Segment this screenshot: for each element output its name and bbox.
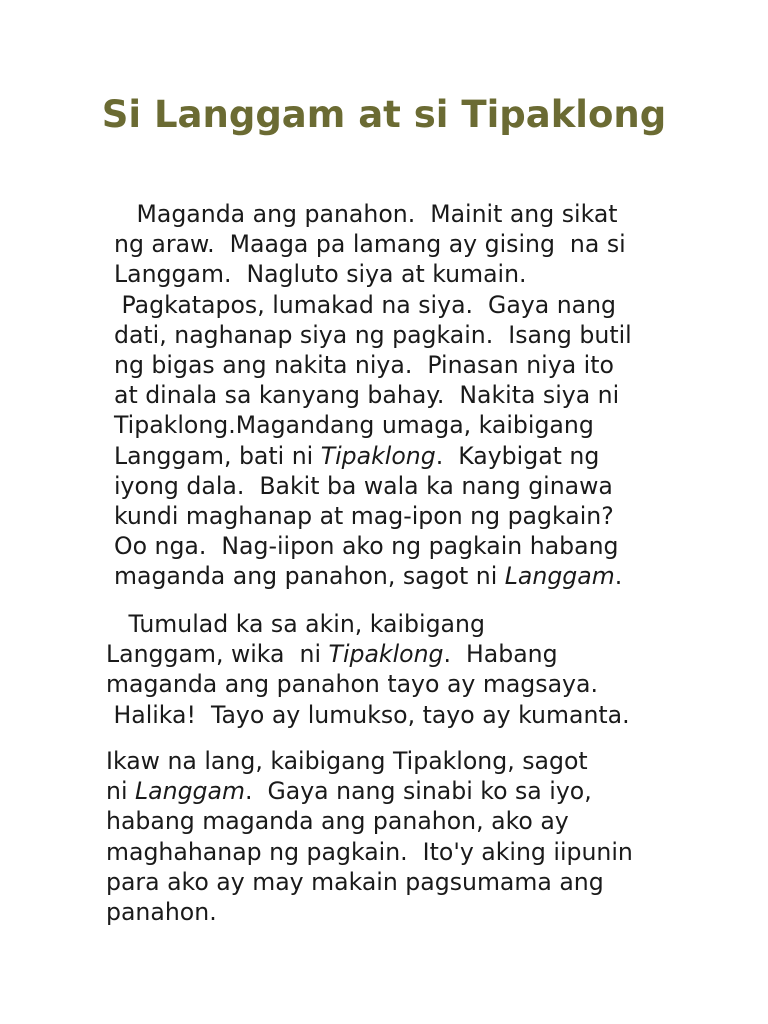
text-line: at dinala sa kanyang bahay. Nakita siya ni <box>114 381 620 410</box>
text-line: Langgam. Nagluto siya at kumain. <box>114 260 527 289</box>
page-title: Si Langgam at si Tipaklong <box>101 93 667 136</box>
paragraph-1 <box>114 199 632 591</box>
italic-name: Tipaklong <box>320 441 436 470</box>
paragraph-3 <box>106 746 633 927</box>
text-line: maghahanap ng pagkain. Ito'y aking iipunin <box>106 837 633 866</box>
text-line: Maganda ang panahon. Mainit ang sikat <box>114 200 618 228</box>
text-line: Halika! Tayo ay lumukso, tayo ay kumanta. <box>106 700 630 729</box>
text-line: dati, naghanap siya ng pagkain. Isang butil <box>114 320 632 349</box>
text-line: maganda ang panahon, sagot ni Langgam. <box>114 562 623 591</box>
paragraph-2 <box>106 609 630 730</box>
text-line: para ako ay may makain pagsumama ang <box>106 867 604 896</box>
text-line: ng araw. Maaga pa lamang ay gising na si <box>114 230 626 259</box>
italic-name: Langgam <box>504 562 615 591</box>
text-line: Pagkatapos, lumakad na siya. Gaya nang <box>114 290 617 319</box>
text-line: Langgam, bati ni Tipaklong. Kaybigat ng <box>114 441 600 470</box>
text-line: panahon. <box>106 897 217 926</box>
text-line: Ikaw na lang, kaibigang Tipaklong, sagot <box>106 747 588 775</box>
text-line: iyong dala. Bakit ba wala ka nang ginawa <box>114 471 613 500</box>
text-line: Tipaklong.Magandang umaga, kaibigang <box>114 411 594 440</box>
text-line: ni Langgam. Gaya nang sinabi ko sa iyo, <box>106 777 592 806</box>
italic-name: Langgam <box>135 777 245 806</box>
text-line: maganda ang panahon tayo ay magsaya. <box>106 670 598 699</box>
text-line: Tumulad ka sa akin, kaibigang <box>106 610 485 638</box>
italic-name: Tipaklong <box>328 640 444 669</box>
text-line: kundi maghanap at mag-ipon ng pagkain? <box>114 501 614 530</box>
text-line: Oo nga. Nag-iipon ako ng pagkain habang <box>114 532 619 561</box>
text-line: Langgam, wika ni Tipaklong. Habang <box>106 640 558 669</box>
text-line: habang maganda ang panahon, ako ay <box>106 807 569 836</box>
text-line: ng bigas ang nakita niya. Pinasan niya ito <box>114 350 614 379</box>
